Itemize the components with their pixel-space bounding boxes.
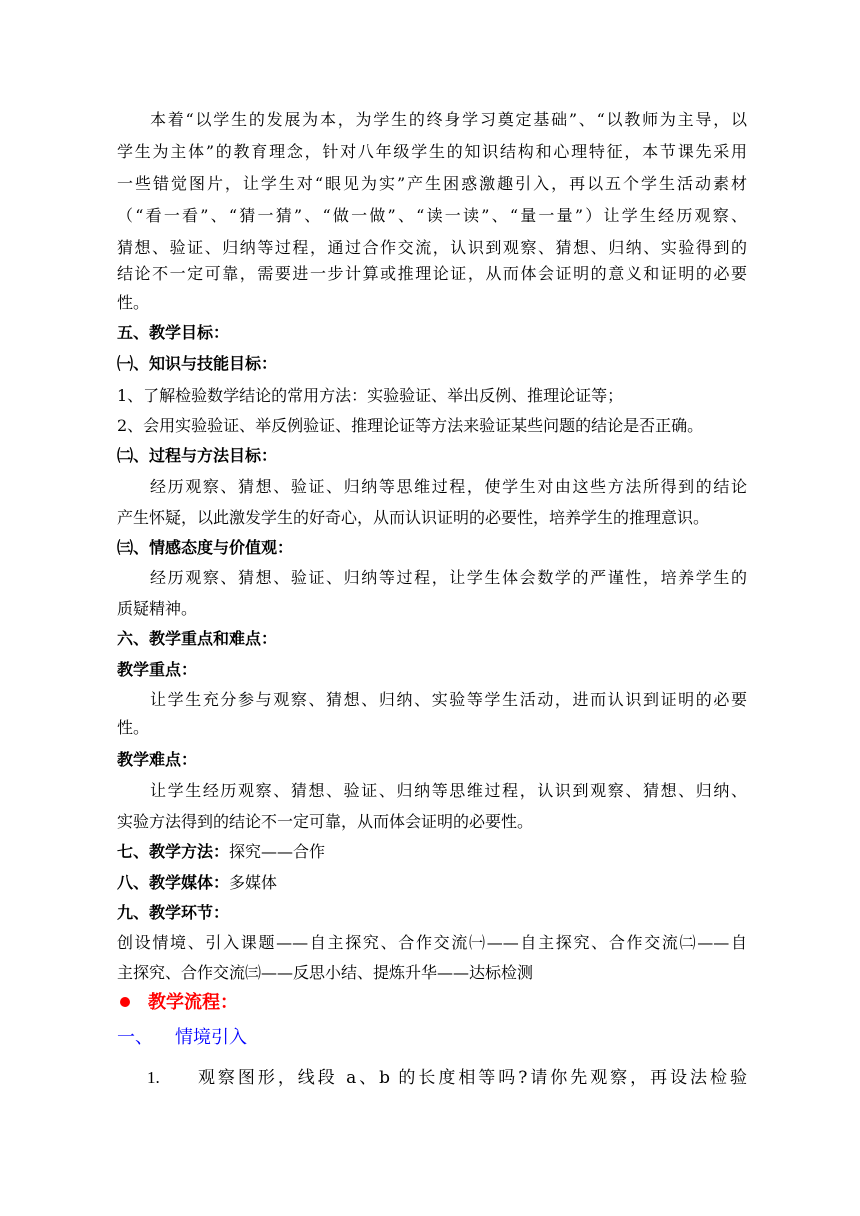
subsection-heading: 教学难点： <box>117 750 198 769</box>
paragraph-line: 性。 <box>117 718 150 737</box>
section-line <box>117 842 747 862</box>
question-number: 1. <box>147 1068 160 1087</box>
paragraph-line: 学生为主体”的教育理念，针对八年级学生的知识结构和心理特征，本节课先采用 <box>117 142 747 161</box>
section-heading: 九、教学环节： <box>117 903 230 922</box>
chapter-heading <box>117 1028 747 1048</box>
bullet-icon <box>120 997 130 1007</box>
paragraph-line: 经历观察、猜想、验证、归纳等思维过程，使学生对由这些方法所得到的结论 <box>150 477 747 496</box>
paragraph-line: （“看一看”、“猜一猜”、“做一做”、“读一读”、“量一量”）让学生经历观察、 <box>117 206 747 225</box>
question-line <box>147 1068 747 1088</box>
paragraph-line: 实验方法得到的结论不一定可靠，从而体会证明的必要性。 <box>117 812 534 831</box>
paragraph-line: 让学生充分参与观察、猜想、归纳、实验等学生活动，进而认识到证明的必要 <box>150 690 747 709</box>
paragraph-line: 主探究、合作交流㈢——反思小结、提炼升华——达标检测 <box>117 963 534 982</box>
paragraph-line: 猜想、验证、归纳等过程，通过合作交流，认识到观察、猜想、归纳、实验得到的 <box>117 238 747 257</box>
paragraph-line: 性。 <box>117 293 150 312</box>
paragraph-line: 让学生经历观察、猜想、验证、归纳等思维过程，认识到观察、猜想、归纳、 <box>150 781 747 800</box>
section-heading: 七、教学方法： <box>117 842 230 861</box>
paragraph-line: 产生怀疑，以此激发学生的好奇心，从而认识证明的必要性，培养学生的推理意识。 <box>117 508 710 527</box>
subsection-heading: ㈢、情感态度与价值观： <box>117 538 294 557</box>
subsection-heading: ㈡、过程与方法目标： <box>117 446 278 465</box>
paragraph-line: 本着“以学生的发展为本，为学生的终身学习奠定基础”、“以教师为主导，以 <box>150 110 747 129</box>
paragraph-line: 结论不一定可靠，需要进一步计算或推理论证，从而体会证明的意义和证明的必要 <box>117 264 747 283</box>
flow-heading: 教学流程： <box>120 993 750 1013</box>
subsection-heading: ㈠、知识与技能目标： <box>117 354 278 373</box>
chapter-number: 一、 <box>117 1027 153 1048</box>
question-text: 观察图形，线段 a、b 的长度相等吗?请你先观察，再设法检验 <box>195 1068 747 1088</box>
paragraph-line: 质疑精神。 <box>117 599 198 618</box>
section-value: 探究——合作 <box>229 842 326 861</box>
paragraph-line: 一些错觉图片，让学生对“眼见为实”产生困惑激趣引入，再以五个学生活动素材 <box>117 174 747 193</box>
paragraph-line: 经历观察、猜想、验证、归纳等过程，让学生体会数学的严谨性，培养学生的 <box>150 568 747 587</box>
list-item: 1、了解检验数学结论的常用方法：实验验证、举出反例、推理论证等； <box>117 386 624 405</box>
section-value: 多媒体 <box>229 873 278 892</box>
subsection-heading: 教学重点： <box>117 660 198 679</box>
list-item: 2、会用实验验证、举反例验证、推理论证等方法来验证某些问题的结论是否正确。 <box>117 416 704 435</box>
chapter-title: 情境引入 <box>175 1027 247 1048</box>
paragraph-line: 创设情境、引入课题——自主探究、合作交流㈠——自主探究、合作交流㈡——自 <box>117 933 747 952</box>
section-heading: 八、教学媒体： <box>117 873 230 892</box>
section-heading: 六、教学重点和难点： <box>117 629 278 648</box>
section-heading: 五、教学目标： <box>117 323 230 342</box>
section-line <box>117 873 747 893</box>
